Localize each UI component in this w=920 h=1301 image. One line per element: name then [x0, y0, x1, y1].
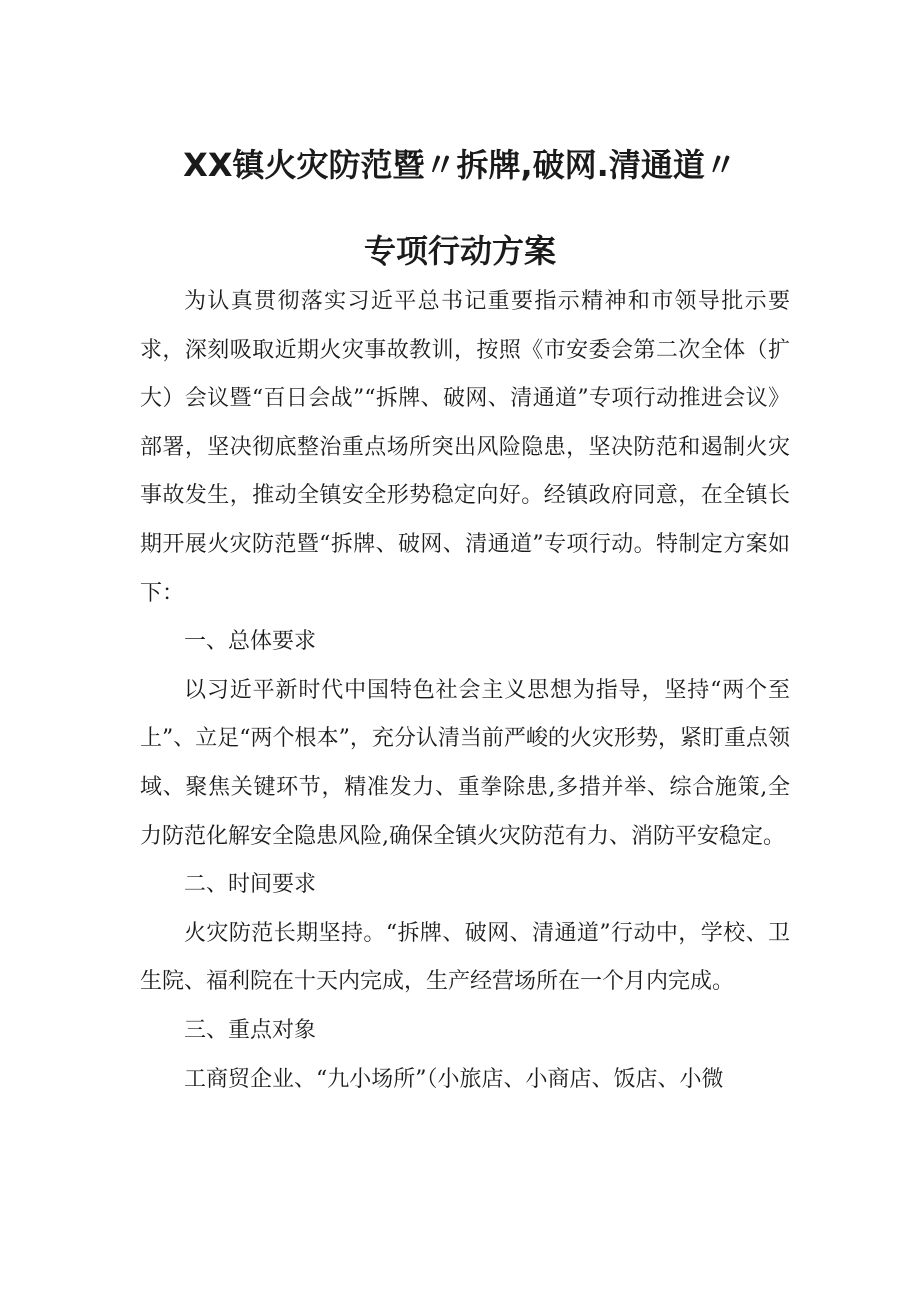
section3-paragraph: 工商贸企业、“九小场所”（小旅店、小商店、饭店、小微 [184, 1066, 724, 1092]
section1-paragraph: 以习近平新时代中国特色社会主义思想为指导，坚持“两个至上”、立足“两个根本”，充分认清当前严峻的火灾形势，紧盯重点领域、聚焦关键环节，精准发力、重拳除患,多措并举、综合施策,全力防范化解安全隐患风险,确保全镇火灾防范有力、消防平安稳定。 [140, 677, 790, 849]
document-body [140, 278, 790, 1104]
section2-heading: 二、时间要求 [184, 872, 317, 898]
section1-heading: 一、总体要求 [184, 629, 317, 655]
section3-heading: 三、重点对象 [184, 1017, 317, 1043]
document-title-line2: 专项行动方案 [363, 232, 556, 270]
section2-paragraph: 火灾防范长期坚持。“拆牌、破网、清通道”行动中，学校、卫生院、福利院在十天内完成，生产经营场所在一个月内完成。 [140, 920, 790, 995]
document-title-line1: XX镇火灾防范暨〃拆牌,破网.清通道〃 [183, 146, 737, 184]
intro-paragraph: 为认真贯彻落实习近平总书记重要指示精神和市领导批示要求，深刻吸取近期火灾事故教训，按照《市安委会第二次全体（扩大）会议暨“百日会战”“拆牌、破网、清通道”专项行动推进会议》部署，坚决彻底整治重点场所突出风险隐患，坚决防范和遏制火灾事故发生，推动全镇安全形势稳定向好。经镇政府同意，在全镇长期开展火灾防范暨“拆牌、破网、清通道”专项行动。特制定方案如下： [140, 289, 790, 606]
